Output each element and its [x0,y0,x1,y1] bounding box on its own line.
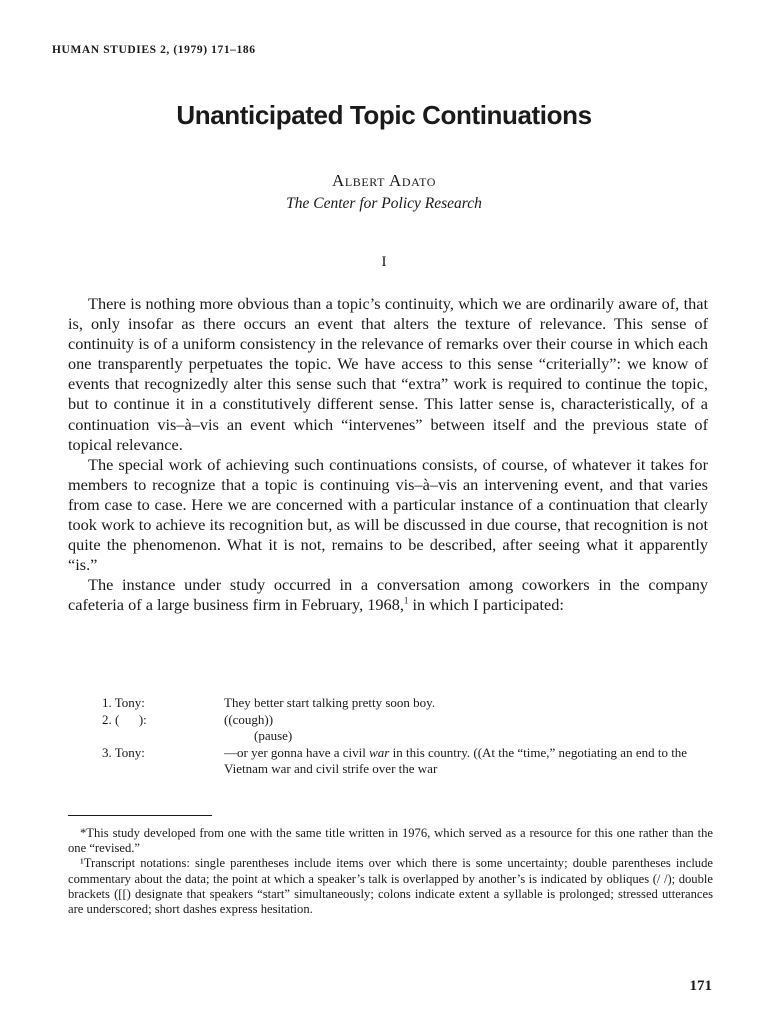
transcript-line [102,712,722,729]
transcript-line [102,695,722,712]
author-affiliation: The Center for Policy Research [286,195,482,212]
transcript-speaker: 3. Tony: [102,744,145,760]
footnote-star: *This study developed from one with the same title written in 1976, which served as a resource for this one rather than the one “revised.” [68,826,713,856]
paragraph-3 [68,575,708,615]
footnote-ref: 1 [403,595,409,606]
transcript-utterance: They better start talking pretty soon boy. [224,695,436,710]
utterance-text: —or yer gonna have a civil [224,744,370,760]
running-head: HUMAN STUDIES 2, (1979) 171–186 [52,44,256,56]
utterance-text-end: in this country. ((At the “time,” negotiating an end to the Vietnam war and civil strife over the war [224,744,688,776]
paragraph-1: There is nothing more obvious than a topic’s continuity, which we are ordinarily aware of, that is, only insofar as there occurs an event that alters the texture of relevance. This sense of continuity is of a uniform consistency in the relevance of remarks over their course in which each one transparently perpetuates the topic. We have access to this sense “criterially”: we know of events that recognizedly alter this sense such that “extra” work is required to continue the topic, but to continue it in a constitutively different sense. This latter sense is, characteristically, of a continuation vis–à–vis an event which “intervenes” between itself and the previous state of topical relevance. [68,294,708,454]
paragraph-3-text-end: in which I participated: [408,595,564,615]
footnote-divider [68,815,212,816]
transcript-line [102,745,722,778]
page-number: 171 [689,978,712,994]
author-name: Albert Adato [331,171,437,190]
transcript-speaker [102,728,224,745]
transcript [102,695,722,778]
paragraph-2: The special work of achieving such continuations consists, of course, of whatever it takes for members to recognize that a topic is continuing vis–à–vis an intervening event, and that varies from case to case. Here we are concerned with a particular instance of a continuation that clearly took work to achieve its recognition but, as will be discussed in due course, that recognition is not quite the phenomenon. What it is not, remains to be described, after seeing what it apparently “is.” [68,454,708,575]
paragraph-3-text: The instance under study occurred in a conversation among coworkers in the company cafeteria of a large business firm in February, 1968, [68,575,708,615]
section-number: I [381,254,387,270]
transcript-speaker: 2. ( ): [102,711,147,727]
transcript-utterance [224,745,722,778]
footnotes [68,826,713,917]
footnote-1: ¹Transcript notations: single parentheses include items over which there is some uncertainty; double parentheses include commentary about the data; the point at which a speaker’s talk is overlapped by another’s is indicated by obliques (/ /); double brackets ([[) designate that speakers “start” simultaneously; colons indicate extent a syllable is prolonged; stressed utterances are underscored; short dashes express hesitation. [68,856,713,917]
transcript-utterance: (pause) [254,728,293,743]
transcript-utterance: ((cough)) [224,711,274,727]
article-title: Unanticipated Topic Continuations [176,100,592,130]
body-text [68,294,708,616]
stressed-word: war [369,744,390,760]
transcript-line [102,728,722,745]
transcript-speaker: 1. Tony: [102,695,145,710]
